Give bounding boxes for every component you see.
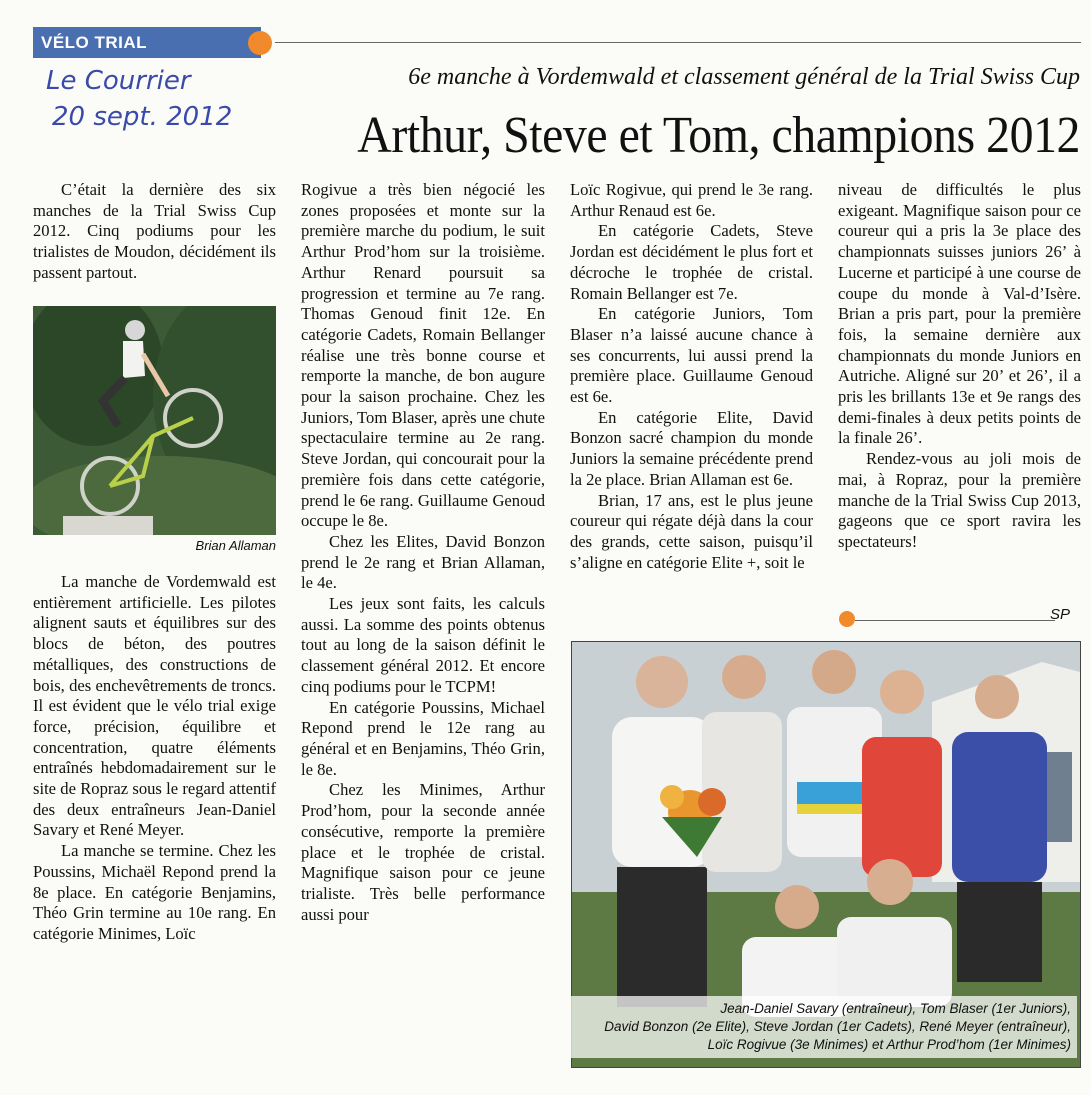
paragraph: Les jeux sont faits, les calculs aussi. La somme des points obtenus tout au long de la saison définit le classement général 2012. Et encore cinq podiums pour le TCPM! [301, 594, 545, 696]
paragraph: En catégorie Cadets, Steve Jordan est décidément le plus fort et décroche le trophée de cristal. Romain Bellanger est 7e. [570, 221, 813, 303]
paragraph: Rendez-vous au joli mois de mai, à Ropraz, pour la première manche de la Trial Swiss Cup 2013, gageons que ce sport ravira les spectateurs! [838, 449, 1081, 551]
paragraph: Brian, 17 ans, est le plus jeune coureur qui régate déjà dans la cour des grands, cette saison, puisqu’il s’aligne en catégorie Elite +, soit le [570, 490, 813, 572]
section-rubric: VÉLO TRIAL [33, 27, 261, 58]
column-1-bottom [33, 572, 276, 945]
handwritten-date: 20 sept. 2012 [52, 102, 233, 132]
handwritten-source: Le Courrier [46, 66, 191, 96]
caption-line: Jean-Daniel Savary (entraîneur), Tom Blaser (1er Juniors), [720, 1001, 1071, 1016]
header-rule [275, 42, 1081, 43]
column-3 [570, 180, 813, 573]
paragraph: Rogivue a très bien négocié les zones proposées et monte sur la première marche du podium, le suit Arthur Prod’hom sur la troisième. Arthur Renard poursuit sa progression et termine au 7e rang. Thomas Genoud finit 12e. En catégorie Cadets, Romain Bellanger réalise une très bonne course et remporte la manche, de bon augure pour la saison prochaine. Chez les Juniors, Tom Blaser, après une chute spectaculaire termine au 2e rang. Steve Jordan, qui concourait pour la première fois dans cette catégorie, prend le 6e rang. Guillaume Genoud occupe le 8e. [301, 180, 545, 531]
article-headline: Arthur, Steve et Tom, champions 2012 [357, 107, 1080, 164]
rider-photo-caption: Brian Allaman [195, 538, 276, 553]
paragraph: niveau de difficultés le plus exigeant. Magnifique saison pour ce coureur qui a pris la 3e place des championnats suisses juniors 26’ à Lucerne et participé à une course de coupe du monde à Val-d’Isère. Brian a pris part, pour la première fois, la semaine dernière aux championnats du monde Juniors en Autriche. Aligné sur 20’ et 26’, il a pris les brillants 13e et 9e rangs des demi-finales à deux petits points de la finale 26’. [838, 180, 1081, 448]
paragraph: La manche se termine. Chez les Poussins, Michaël Repond prend la 8e place. En catégorie Benjamins, Théo Grin termine au 10e rang. En catégorie Minimes, Loïc [33, 841, 276, 943]
rider-illustration [33, 306, 276, 535]
signoff-dot-icon [839, 611, 855, 627]
article-kicker: 6e manche à Vordemwald et classement général de la Trial Swiss Cup [408, 64, 1080, 90]
caption-line: David Bonzon (2e Elite), Steve Jordan (1er Cadets), René Meyer (entraîneur), [604, 1019, 1071, 1034]
column-2 [301, 180, 545, 925]
team-photo-caption [571, 996, 1077, 1058]
rubric-dot-icon [248, 31, 272, 55]
paragraph: En catégorie Poussins, Michael Repond prend le 12e rang au général et en Benjamins, Théo Grin, le 8e. [301, 697, 545, 779]
column-4 [838, 180, 1081, 553]
rider-photo [33, 306, 276, 535]
paragraph: C’était la dernière des six manches de la Trial Swiss Cup 2012. Cinq podiums pour les trialistes de Moudon, décidément ils passent partout. [33, 180, 276, 282]
paragraph: Chez les Minimes, Arthur Prod’hom, pour la seconde année consécutive, remporte la première place et le trophée de cristal. Magnifique saison pour ce jeune trialiste. Très belle performance aussi pour [301, 780, 545, 924]
column-1-top [33, 180, 276, 284]
caption-line: Loïc Rogivue (3e Minimes) et Arthur Prod’hom (1er Minimes) [707, 1037, 1071, 1052]
paragraph: La manche de Vordemwald est entièrement artificielle. Les pilotes alignent sauts et équilibres sur des blocs de béton, des poutres métalliques, des constructions de bois, des enchevêtrements de troncs. Il est évident que le vélo trial exige force, précision, équilibre et concentration, quatre éléments entraînés hebdomadairement sur le site de Ropraz sous le regard attentif des deux entraîneurs Jean-Daniel Savary et René Meyer. [33, 572, 276, 840]
author-signoff: SP [1050, 606, 1071, 623]
paragraph: Loïc Rogivue, qui prend le 3e rang. Arthur Renaud est 6e. [570, 180, 813, 220]
paragraph: En catégorie Juniors, Tom Blaser n’a laissé aucune chance à ses concurrents, lui aussi prend la première place. Guillaume Genoud est 6e. [570, 304, 813, 407]
signoff-rule [855, 620, 1055, 621]
paragraph: Chez les Elites, David Bonzon prend le 2e rang et Brian Allaman, le 4e. [301, 531, 545, 593]
paragraph: En catégorie Elite, David Bonzon sacré champion du monde Juniors la semaine précédente prend la 2e place. Brian Allaman est 6e. [570, 407, 813, 489]
